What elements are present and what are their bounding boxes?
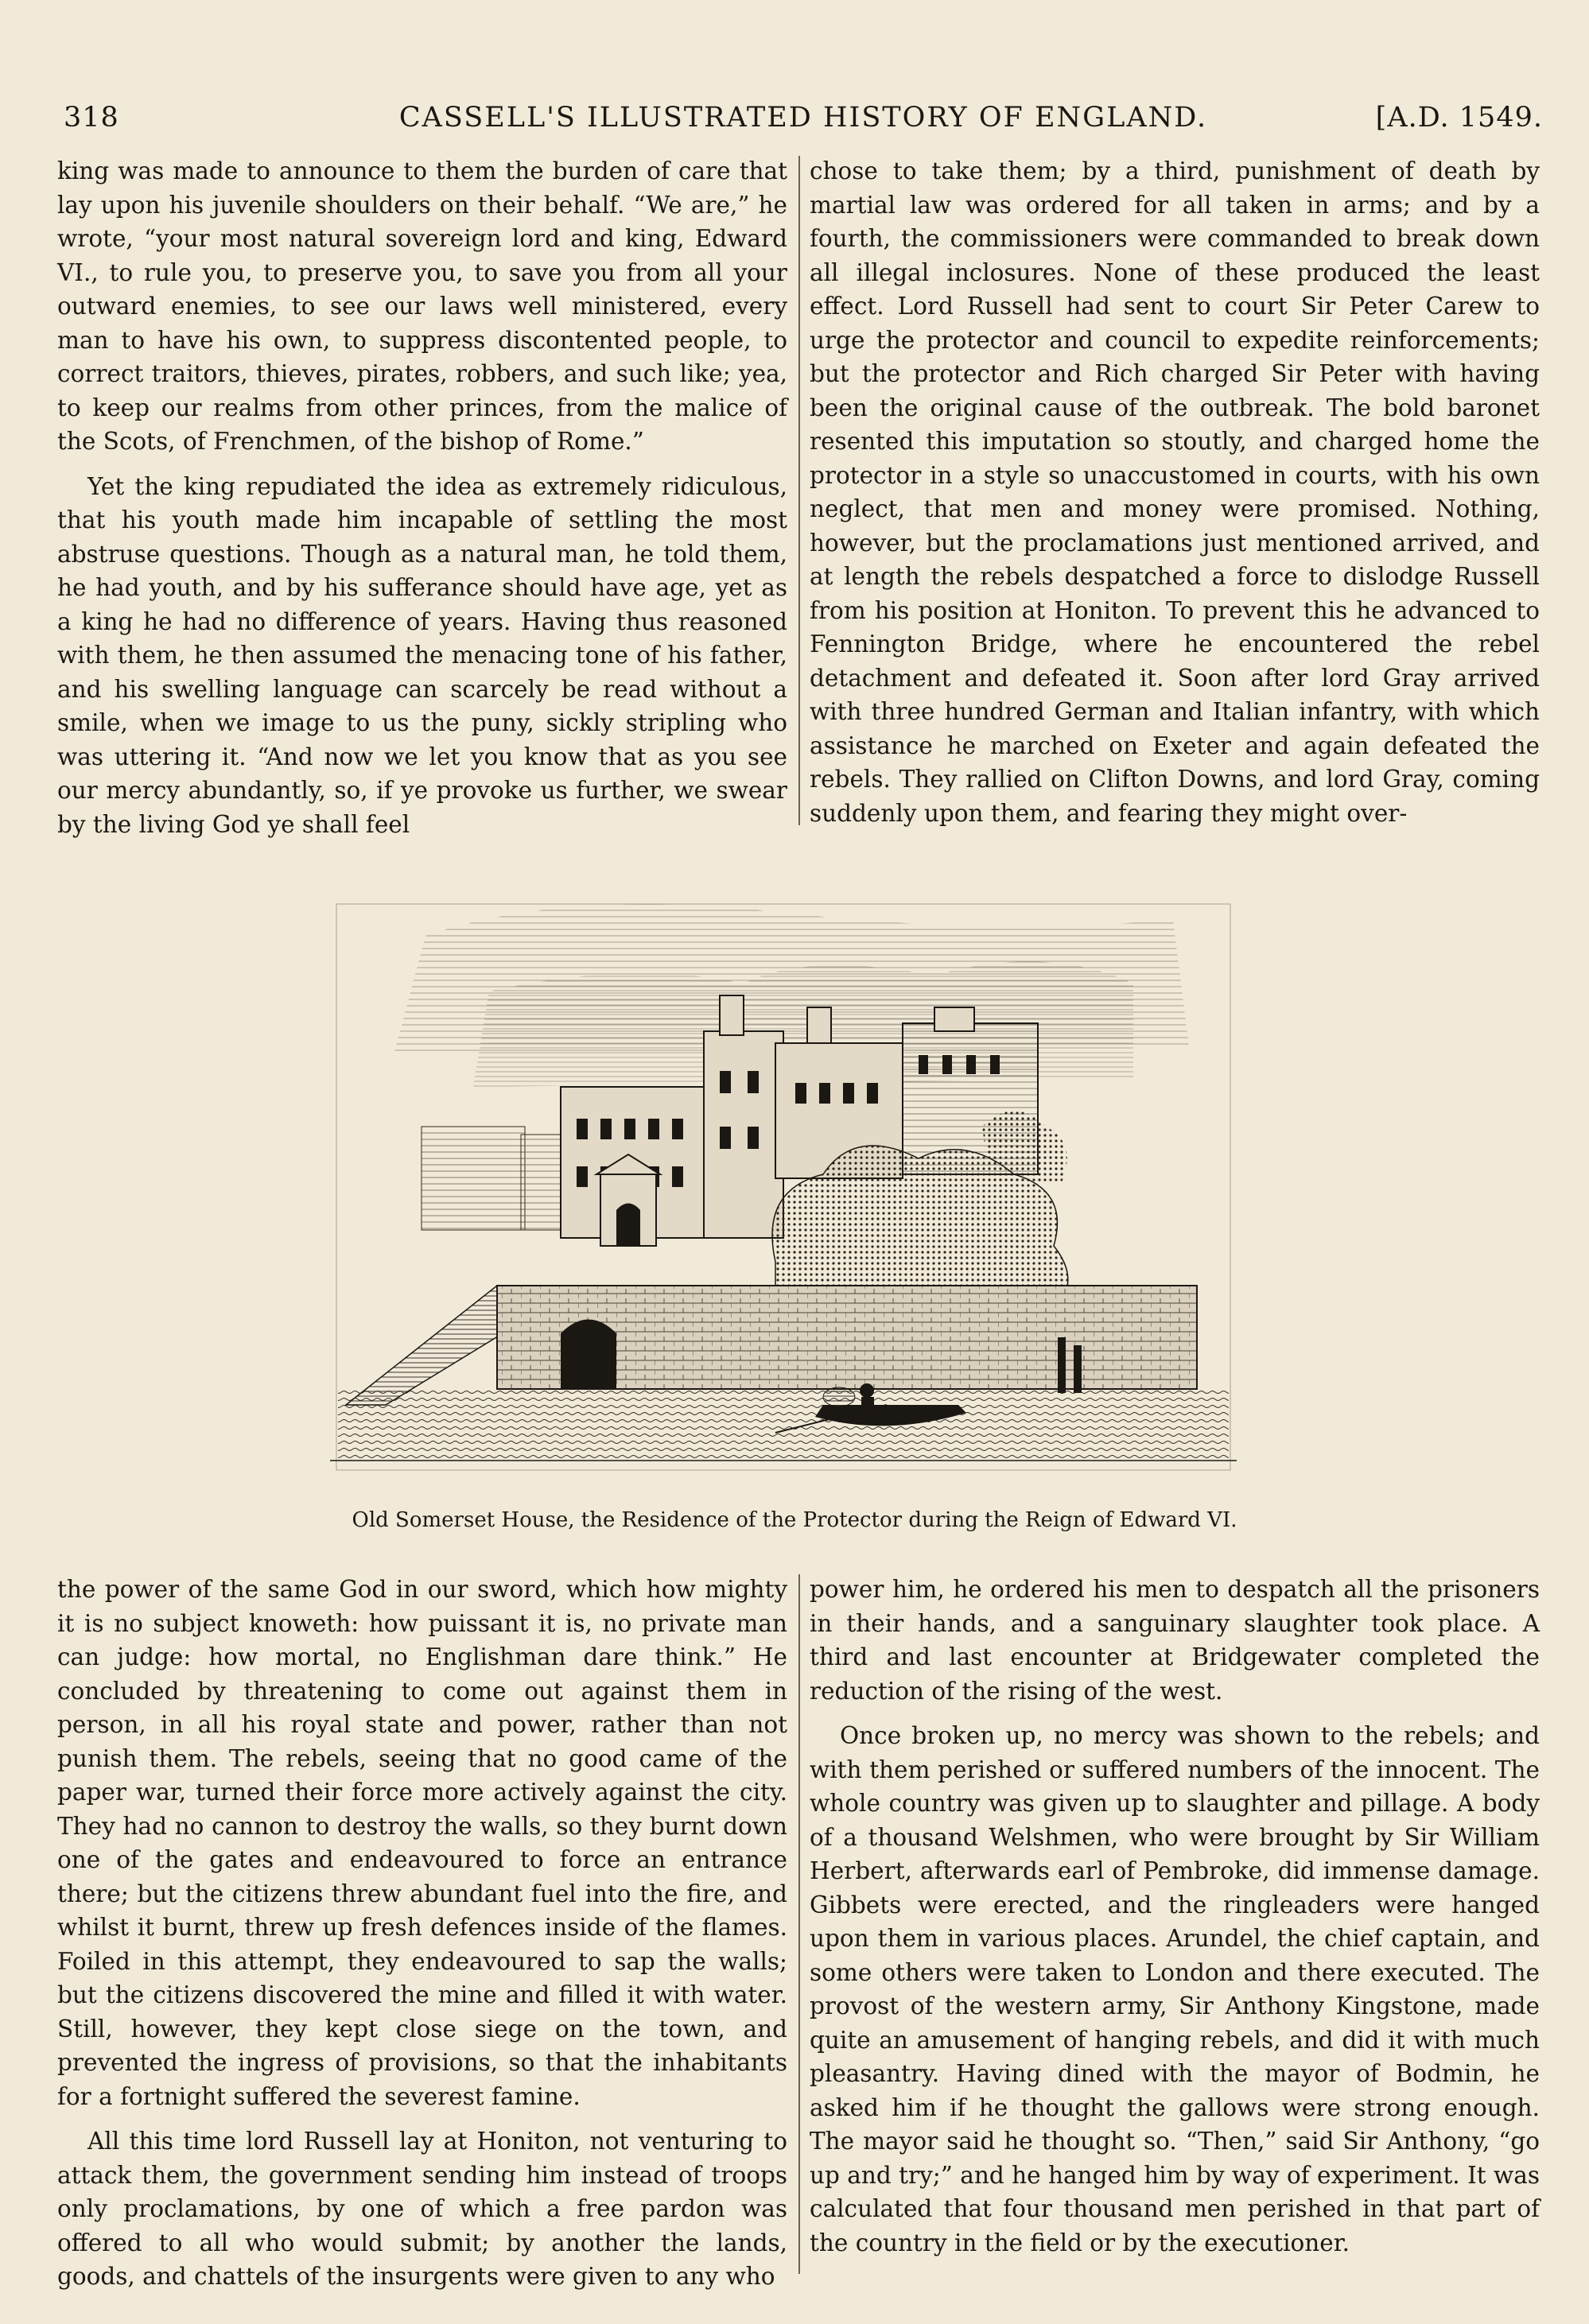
embankment-wall [497,1286,1197,1389]
running-header [64,102,1543,146]
text-column-upper-right [810,154,1540,830]
column-rule-top [798,156,800,825]
paragraph: All this time lord Russell lay at Honiton, not venturing to attack them, the government sending him instead of troops only proclamations, by one of which a free pardon was offered to all who would submit; by another the lands, goods, and chattels of the insurgents were given to any who [57,2128,787,2290]
text-column-upper-left [57,154,787,841]
running-date: [A.D. 1549. [1375,102,1543,134]
water-gate-pavilion [596,1154,660,1246]
paragraph: Once broken up, no mercy was shown to the rebels; and with them perished or suffered numbers of the innocent. The whole country was given up to slaughter and pillage. A body of a thousand Welshmen, who were brought by Sir William Herbert, afterwards earl of Pembroke, did immense damage. Gibbets were erected, and the ringleaders were hanged upon them in various places. Arundel, the chief captain, and some others were taken to London and there executed. The provost of the western army, Sir Anthony Kingstone, made quite an amusement of hanging rebels, and did it with much pleasantry. Having dined with the mayor of Bodmin, he asked him if he thought the gallows were strong enough. The mayor said he thought so. “Then,” said Sir Anthony, “go up and try;” and he hanged him by way of experiment. It was calculated that four thousand men perished in that part of the country in the field or by the executioner. [810,1722,1540,2256]
running-title: CASSELL'S ILLUSTRATED HISTORY OF ENGLAND. [398,102,1208,134]
engraving-old-somerset-house [330,888,1237,1476]
page-number: 318 [64,102,119,134]
river-thames [330,1389,1237,1461]
paragraph: Yet the king repudiated the idea as extremely ridiculous, that his youth made him incapable of settling the most abstruse questions. Though as a natural man, he told them, he had youth, and by his sufferance should have age, yet as a king he had no difference of years. Having thus reasoned with them, he then assumed the menacing tone of his father, and his swelling language can scarcely be read without a smile, when we image to us the puny, sickly stripling who was uttering it. “And now we let you know that as you see our mercy abundantly, so, if ye provoke us further, we swear by the living God ye shall feel [57,472,787,838]
paragraph: power him, he ordered his men to despatch all the prisoners in their hands, and a sanguinary slaughter took place. A third and last encounter at Bridgewater completed the reduction of the rising of the west. [810,1576,1540,1705]
paragraph: king was made to announce to them the burden of care that lay upon his juvenile shoulders on their behalf. “We are,” he wrote, “your most natural sovereign lord and king, Edward VI., to rule you, to preserve you, to save you from all your outward enemies, to see our laws well ministered, every man to have his own, to suppress discontented people, to correct traitors, thieves, pirates, robbers, and such like; yea, to keep our realms from other princes, from the malice of the Scots, of Frenchmen, of the bishop of Rome.” [57,157,787,455]
figure-caption: Old Somerset House, the Residence of the Protector during the Reign of Edward VI. [352,1508,1237,1532]
paragraph: the power of the same God in our sword, which how mighty it is no subject knoweth: how puissant it is, no private man can judge: how mortal, no Englishman dare think.” He concluded by threatening to come out against them in person, in all his royal state and power, rather than not punish them. The rebels, seeing that no good came of the paper war, turned their force more actively against the city. They had no cannon to destroy the walls, so they burnt down one of the gates and endeavoured to force an entrance there; but the citizens threw abundant fuel into the fire, and whilst it burnt, threw up fresh defences inside of the flames. Foiled in this attempt, they endeavoured to sap the walls; but the citizens discovered the mine and filled it with water. Still, however, they kept close siege on the town, and prevented the ingress of provisions, so that the inhabitants for a fortnight suffered the severest famine. [57,1576,787,2110]
distant-buildings [422,1127,565,1230]
text-column-lower-right [810,1573,1540,2260]
text-column-lower-left [57,1573,787,2294]
paragraph: chose to take them; by a third, punishment of death by martial law was ordered for all taken in arms; and by a fourth, the commissioners were commanded to break down all illegal inclosures. None of these produced the least effect. Lord Russell had sent to court Sir Peter Carew to urge the protector and council to expedite reinforcements; but the protector and Rich charged Sir Peter with having been the original cause of the outbreak. The bold baronet resented this imputation so stoutly, and charged home the protector in a style so unaccustomed in courts, with his own neglect, that men and money were promised. Nothing, however, but the proclamations just mentioned arrived, and at length the rebels despatched a force to dislodge Russell from his position at Honiton. To prevent this he advanced to Fennington Bridge, where he encountered the rebel detachment and defeated it. Soon after lord Gray arrived with three hundred German and Italian infantry, with which assistance he marched on Exeter and again defeated the rebels. They rallied on Clifton Downs, and lord Gray, coming suddenly upon them, and fearing they might over- [810,157,1540,827]
column-rule-bottom [798,1574,800,2274]
